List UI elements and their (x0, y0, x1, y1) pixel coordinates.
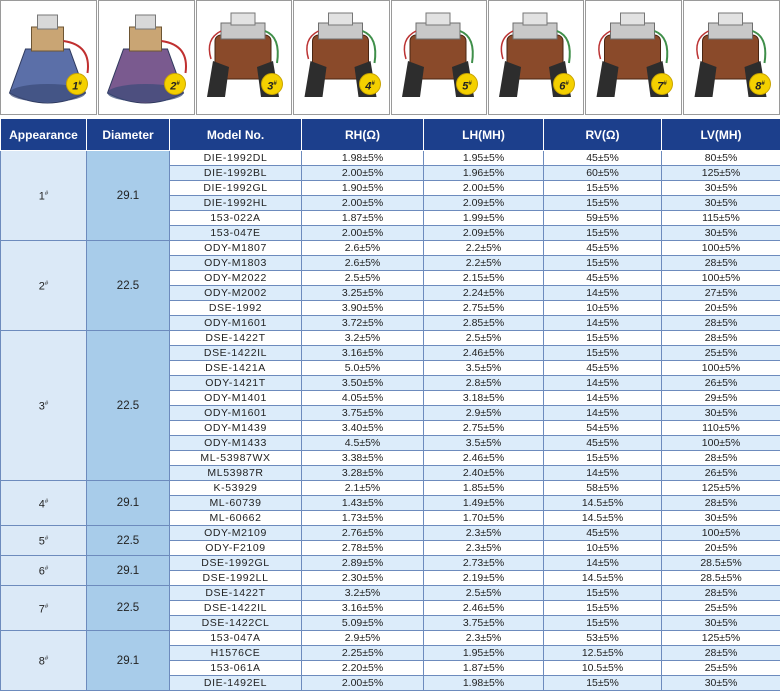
rv-cell: 15±5% (544, 256, 662, 271)
lv-cell: 28±5% (662, 316, 780, 331)
lv-cell: 20±5% (662, 541, 780, 556)
appearance-suffix: # (44, 498, 49, 505)
lv-cell: 28±5% (662, 451, 780, 466)
deflection-yoke-image (392, 1, 487, 115)
lv-cell: 28±5% (662, 586, 780, 601)
rv-cell: 45±5% (544, 361, 662, 376)
rv-cell: 54±5% (544, 421, 662, 436)
lv-cell: 100±5% (662, 361, 780, 376)
photo-number: 1 (72, 80, 79, 93)
photo-number-suffix: # (761, 81, 765, 87)
rv-cell: 14.5±5% (544, 571, 662, 586)
rh-cell: 2.00±5% (302, 166, 424, 181)
lh-cell: 1.96±5% (424, 166, 544, 181)
lh-cell: 2.46±5% (424, 346, 544, 361)
appearance-suffix: # (44, 536, 49, 543)
lh-cell: 3.5±5% (424, 361, 544, 376)
rh-cell: 5.0±5% (302, 361, 424, 376)
appearance-number: 7 (38, 603, 45, 616)
lv-cell: 26±5% (662, 466, 780, 481)
specification-table (0, 118, 780, 691)
rh-cell: 2.9±5% (302, 631, 424, 646)
diameter-cell: 22.5 (87, 331, 170, 481)
deflection-yoke-image (489, 1, 584, 115)
lh-cell: 2.75±5% (424, 421, 544, 436)
lv-cell: 100±5% (662, 241, 780, 256)
model-no-cell: DSE-1421A (170, 361, 302, 376)
photo-number: 3 (267, 80, 274, 93)
table-row (1, 586, 780, 601)
product-photo-2 (98, 0, 195, 115)
model-no-cell: ML-53987WX (170, 451, 302, 466)
appearance-number: 3 (38, 400, 45, 413)
model-no-cell: ODY-M2109 (170, 526, 302, 541)
lh-cell: 2.73±5% (424, 556, 544, 571)
lh-cell: 2.75±5% (424, 301, 544, 316)
table-row (1, 526, 780, 541)
rh-cell: 4.5±5% (302, 436, 424, 451)
rv-cell: 15±5% (544, 331, 662, 346)
rv-cell: 14.5±5% (544, 511, 662, 526)
rv-cell: 14±5% (544, 556, 662, 571)
lh-cell: 2.85±5% (424, 316, 544, 331)
lv-cell: 30±5% (662, 181, 780, 196)
deflection-yoke-image (684, 1, 780, 115)
lh-cell: 2.9±5% (424, 406, 544, 421)
lv-cell: 26±5% (662, 376, 780, 391)
rv-cell: 14.5±5% (544, 496, 662, 511)
model-no-cell: DIE-1992HL (170, 196, 302, 211)
header-lv: LV(MH) (662, 119, 780, 151)
model-no-cell: DSE-1992GL (170, 556, 302, 571)
appearance-suffix: # (44, 656, 49, 663)
lv-cell: 20±5% (662, 301, 780, 316)
lh-cell: 2.3±5% (424, 526, 544, 541)
rv-cell: 14±5% (544, 466, 662, 481)
lh-cell: 1.98±5% (424, 676, 544, 691)
lv-cell: 29±5% (662, 391, 780, 406)
lv-cell: 100±5% (662, 526, 780, 541)
lv-cell: 28±5% (662, 331, 780, 346)
diameter-cell: 29.1 (87, 151, 170, 241)
lh-cell: 2.5±5% (424, 331, 544, 346)
model-no-cell: DIE-1992DL (170, 151, 302, 166)
table-row (1, 631, 780, 646)
header-rv: RV(Ω) (544, 119, 662, 151)
diameter-cell: 22.5 (87, 586, 170, 631)
appearance-suffix: # (44, 191, 49, 198)
rh-cell: 3.2±5% (302, 331, 424, 346)
appearance-cell (1, 526, 87, 556)
product-photo-6 (488, 0, 584, 115)
photo-number-badge (651, 73, 673, 95)
rh-cell: 5.09±5% (302, 616, 424, 631)
lv-cell: 30±5% (662, 676, 780, 691)
appearance-suffix: # (44, 566, 49, 573)
rh-cell: 2.00±5% (302, 676, 424, 691)
deflection-yoke-image (99, 1, 195, 115)
lh-cell: 2.46±5% (424, 451, 544, 466)
header-model-no: Model No. (170, 119, 302, 151)
rv-cell: 10.5±5% (544, 661, 662, 676)
rh-cell: 1.98±5% (302, 151, 424, 166)
photo-number-suffix: # (176, 81, 180, 87)
photo-number-badge (66, 73, 88, 95)
rh-cell: 3.16±5% (302, 601, 424, 616)
rv-cell: 15±5% (544, 601, 662, 616)
appearance-number: 4 (38, 498, 45, 511)
lh-cell: 1.70±5% (424, 511, 544, 526)
rv-cell: 10±5% (544, 301, 662, 316)
model-no-cell: ODY-1421T (170, 376, 302, 391)
rv-cell: 45±5% (544, 241, 662, 256)
lv-cell: 100±5% (662, 436, 780, 451)
appearance-number: 6 (38, 565, 45, 578)
rh-cell: 3.72±5% (302, 316, 424, 331)
rv-cell: 15±5% (544, 181, 662, 196)
rh-cell: 2.00±5% (302, 196, 424, 211)
model-no-cell: ODY-M1433 (170, 436, 302, 451)
lh-cell: 2.09±5% (424, 196, 544, 211)
rh-cell: 2.00±5% (302, 226, 424, 241)
lv-cell: 30±5% (662, 511, 780, 526)
appearance-suffix: # (44, 401, 49, 408)
model-no-cell: DSE-1992 (170, 301, 302, 316)
lh-cell: 1.85±5% (424, 481, 544, 496)
lh-cell: 2.5±5% (424, 586, 544, 601)
appearance-cell (1, 241, 87, 331)
rv-cell: 45±5% (544, 271, 662, 286)
rv-cell: 15±5% (544, 586, 662, 601)
photo-number-suffix: # (273, 81, 277, 87)
diameter-cell: 22.5 (87, 241, 170, 331)
photo-number: 2 (170, 80, 177, 93)
model-no-cell: DIE-1992GL (170, 181, 302, 196)
appearance-cell (1, 481, 87, 526)
lh-cell: 3.18±5% (424, 391, 544, 406)
photo-number-badge (261, 73, 283, 95)
model-no-cell: ML-60739 (170, 496, 302, 511)
rv-cell: 45±5% (544, 526, 662, 541)
photo-number-badge (359, 73, 381, 95)
product-photo-5 (391, 0, 487, 115)
rv-cell: 14±5% (544, 376, 662, 391)
photo-number-suffix: # (565, 81, 569, 87)
lh-cell: 2.15±5% (424, 271, 544, 286)
photo-number-suffix: # (78, 81, 82, 87)
table-row (1, 241, 780, 256)
rh-cell: 3.75±5% (302, 406, 424, 421)
lv-cell: 30±5% (662, 226, 780, 241)
diameter-cell: 29.1 (87, 556, 170, 586)
lv-cell: 115±5% (662, 211, 780, 226)
header-row (1, 119, 780, 151)
model-no-cell: DSE-1422T (170, 331, 302, 346)
rh-cell: 2.5±5% (302, 271, 424, 286)
model-no-cell: DSE-1422IL (170, 601, 302, 616)
appearance-suffix: # (44, 281, 49, 288)
lv-cell: 30±5% (662, 406, 780, 421)
rh-cell: 2.89±5% (302, 556, 424, 571)
lh-cell: 3.75±5% (424, 616, 544, 631)
appearance-suffix: # (44, 603, 49, 610)
rv-cell: 15±5% (544, 196, 662, 211)
lv-cell: 125±5% (662, 166, 780, 181)
rv-cell: 53±5% (544, 631, 662, 646)
product-photo-8 (683, 0, 780, 115)
lh-cell: 2.09±5% (424, 226, 544, 241)
rh-cell: 1.43±5% (302, 496, 424, 511)
rh-cell: 3.25±5% (302, 286, 424, 301)
model-no-cell: ODY-M1807 (170, 241, 302, 256)
rv-cell: 15±5% (544, 676, 662, 691)
table-row (1, 331, 780, 346)
deflection-yoke-image (586, 1, 682, 115)
photo-number-suffix: # (468, 81, 472, 87)
rv-cell: 14±5% (544, 391, 662, 406)
model-no-cell: ODY-M1401 (170, 391, 302, 406)
diameter-cell: 22.5 (87, 526, 170, 556)
header-diameter: Diameter (87, 119, 170, 151)
rv-cell: 15±5% (544, 616, 662, 631)
lv-cell: 28±5% (662, 646, 780, 661)
model-no-cell: 153-047A (170, 631, 302, 646)
lv-cell: 28±5% (662, 496, 780, 511)
photo-number-badge (164, 73, 186, 95)
appearance-number: 5 (38, 535, 45, 548)
rh-cell: 2.6±5% (302, 256, 424, 271)
lh-cell: 2.8±5% (424, 376, 544, 391)
lv-cell: 125±5% (662, 631, 780, 646)
rv-cell: 45±5% (544, 151, 662, 166)
model-no-cell: K-53929 (170, 481, 302, 496)
rh-cell: 2.6±5% (302, 241, 424, 256)
lh-cell: 1.49±5% (424, 496, 544, 511)
deflection-yoke-image (197, 1, 292, 115)
diameter-cell: 29.1 (87, 481, 170, 526)
model-no-cell: DSE-1422IL (170, 346, 302, 361)
model-no-cell: ODY-M1439 (170, 421, 302, 436)
rh-cell: 3.90±5% (302, 301, 424, 316)
photo-number-badge (553, 73, 575, 95)
rh-cell: 1.73±5% (302, 511, 424, 526)
model-no-cell: ML-60662 (170, 511, 302, 526)
appearance-cell (1, 586, 87, 631)
header-appearance: Appearance (1, 119, 87, 151)
rv-cell: 14±5% (544, 316, 662, 331)
appearance-number: 1 (38, 190, 45, 203)
model-no-cell: DSE-1422CL (170, 616, 302, 631)
model-no-cell: DSE-1422T (170, 586, 302, 601)
photo-number: 4 (365, 80, 372, 93)
rh-cell: 3.50±5% (302, 376, 424, 391)
lh-cell: 2.3±5% (424, 541, 544, 556)
appearance-cell (1, 331, 87, 481)
rv-cell: 60±5% (544, 166, 662, 181)
header-rh: RH(Ω) (302, 119, 424, 151)
rh-cell: 3.2±5% (302, 586, 424, 601)
lh-cell: 2.24±5% (424, 286, 544, 301)
lv-cell: 25±5% (662, 661, 780, 676)
lv-cell: 80±5% (662, 151, 780, 166)
lh-cell: 1.99±5% (424, 211, 544, 226)
diameter-cell: 29.1 (87, 631, 170, 691)
rh-cell: 1.90±5% (302, 181, 424, 196)
appearance-cell (1, 151, 87, 241)
model-no-cell: ODY-M1601 (170, 406, 302, 421)
deflection-yoke-image (294, 1, 390, 115)
product-photo-1 (0, 0, 97, 115)
lh-cell: 2.40±5% (424, 466, 544, 481)
lh-cell: 2.2±5% (424, 256, 544, 271)
rh-cell: 3.28±5% (302, 466, 424, 481)
rh-cell: 2.20±5% (302, 661, 424, 676)
rh-cell: 1.87±5% (302, 211, 424, 226)
rh-cell: 3.40±5% (302, 421, 424, 436)
product-photo-3 (196, 0, 292, 115)
rv-cell: 58±5% (544, 481, 662, 496)
lv-cell: 30±5% (662, 616, 780, 631)
lv-cell: 28.5±5% (662, 571, 780, 586)
lh-cell: 2.19±5% (424, 571, 544, 586)
table-row (1, 556, 780, 571)
rv-cell: 12.5±5% (544, 646, 662, 661)
rh-cell: 3.38±5% (302, 451, 424, 466)
lv-cell: 100±5% (662, 271, 780, 286)
model-no-cell: DIE-1492EL (170, 676, 302, 691)
appearance-number: 8 (38, 655, 45, 668)
lv-cell: 30±5% (662, 196, 780, 211)
header-lh: LH(MH) (424, 119, 544, 151)
photo-number-badge (749, 73, 771, 95)
rv-cell: 15±5% (544, 226, 662, 241)
model-no-cell: ML53987R (170, 466, 302, 481)
lv-cell: 125±5% (662, 481, 780, 496)
model-no-cell: ODY-M1601 (170, 316, 302, 331)
photo-number: 6 (559, 80, 566, 93)
rv-cell: 15±5% (544, 346, 662, 361)
rh-cell: 2.25±5% (302, 646, 424, 661)
lh-cell: 1.87±5% (424, 661, 544, 676)
lv-cell: 27±5% (662, 286, 780, 301)
lv-cell: 28±5% (662, 256, 780, 271)
model-no-cell: 153-022A (170, 211, 302, 226)
appearance-cell (1, 631, 87, 691)
lh-cell: 2.46±5% (424, 601, 544, 616)
table-row (1, 481, 780, 496)
rh-cell: 3.16±5% (302, 346, 424, 361)
lh-cell: 2.00±5% (424, 181, 544, 196)
rh-cell: 4.05±5% (302, 391, 424, 406)
model-no-cell: ODY-F2109 (170, 541, 302, 556)
lv-cell: 25±5% (662, 601, 780, 616)
model-no-cell: DIE-1992BL (170, 166, 302, 181)
rv-cell: 10±5% (544, 541, 662, 556)
model-no-cell: 153-061A (170, 661, 302, 676)
lh-cell: 1.95±5% (424, 646, 544, 661)
photo-number: 5 (462, 80, 469, 93)
model-no-cell: ODY-M1803 (170, 256, 302, 271)
photo-number: 7 (657, 80, 664, 93)
model-no-cell: ODY-M2022 (170, 271, 302, 286)
rh-cell: 2.76±5% (302, 526, 424, 541)
product-photo-4 (293, 0, 390, 115)
rv-cell: 59±5% (544, 211, 662, 226)
product-photo-strip (0, 0, 780, 117)
rh-cell: 2.78±5% (302, 541, 424, 556)
photo-number-suffix: # (371, 81, 375, 87)
rv-cell: 15±5% (544, 451, 662, 466)
lh-cell: 1.95±5% (424, 151, 544, 166)
appearance-number: 2 (38, 280, 45, 293)
rh-cell: 2.1±5% (302, 481, 424, 496)
lv-cell: 110±5% (662, 421, 780, 436)
lv-cell: 28.5±5% (662, 556, 780, 571)
deflection-yoke-image (1, 1, 97, 115)
model-no-cell: 153-047E (170, 226, 302, 241)
photo-number: 8 (755, 80, 762, 93)
lh-cell: 3.5±5% (424, 436, 544, 451)
rh-cell: 2.30±5% (302, 571, 424, 586)
rv-cell: 14±5% (544, 406, 662, 421)
lv-cell: 25±5% (662, 346, 780, 361)
lh-cell: 2.2±5% (424, 241, 544, 256)
model-no-cell: ODY-M2002 (170, 286, 302, 301)
model-no-cell: DSE-1992LL (170, 571, 302, 586)
photo-number-suffix: # (663, 81, 667, 87)
appearance-cell (1, 556, 87, 586)
model-no-cell: H1576CE (170, 646, 302, 661)
rv-cell: 45±5% (544, 436, 662, 451)
product-photo-7 (585, 0, 682, 115)
rv-cell: 14±5% (544, 286, 662, 301)
lh-cell: 2.3±5% (424, 631, 544, 646)
photo-number-badge (456, 73, 478, 95)
table-row (1, 151, 780, 166)
